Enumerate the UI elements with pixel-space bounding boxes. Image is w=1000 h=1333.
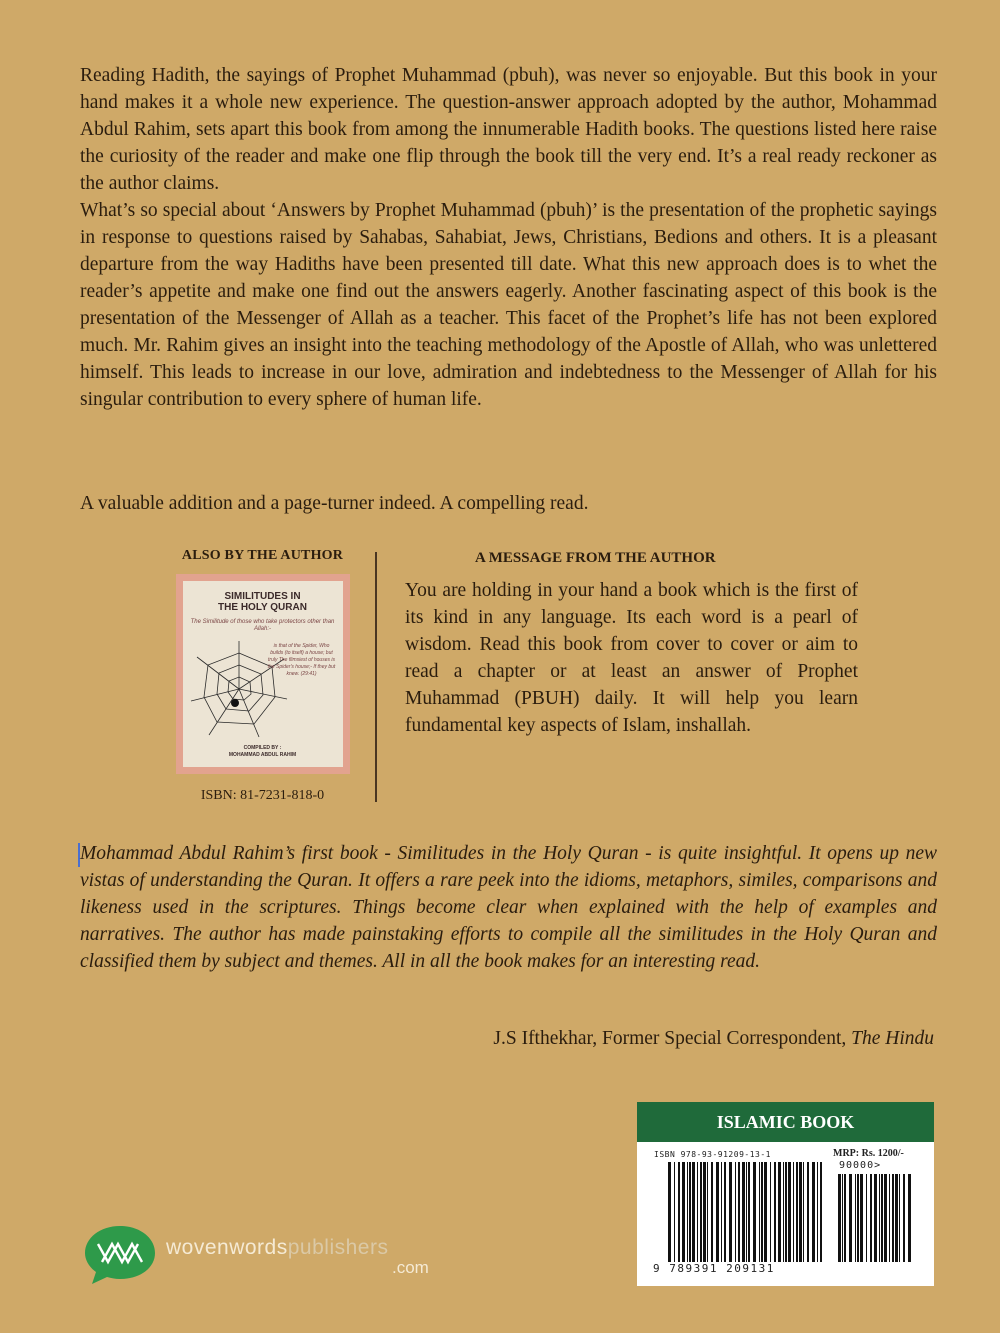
barcode-label [637,1102,934,1286]
also-by-author-section [160,548,365,804]
author-message-section [405,550,858,739]
barcode-addon-code: 90000> [839,1160,882,1171]
review-credit [493,1028,934,1050]
barcode-bars-icon [667,1162,827,1262]
cover-compiled-by [183,745,343,759]
publisher-logo [82,1222,442,1286]
barcode-mrp: MRP: Rs. 1200/- [833,1148,904,1159]
review-text: Mohammad Abdul Rahim’s first book - Similitudes in the Holy Quran - is quite insightful. It opens up new vistas of understanding the Quran. It offers a rare peek into the idioms, metaphors, similes, comparisons and likeness used in the scriptures. Things become clear when explained with the help of examples and narratives. The author has made painstaking efforts to compile all the similitudes in the Holy Quran and classified them by subject and themes. All in all the book makes for an interesting read. [80,843,937,972]
section-divider [375,552,377,802]
cover-title-line-2: THE HOLY QURAN [218,602,307,613]
cover-title [183,581,343,613]
cover-compiled-label: COMPILED BY : [243,745,282,751]
message-heading: A MESSAGE FROM THE AUTHOR [475,550,716,566]
category-label: ISLAMIC BOOK [637,1102,934,1142]
similitudes-book-cover [176,574,350,774]
barcode-isbn: ISBN 978-93-91209-13-1 [654,1150,771,1159]
message-body: You are holding in your hand a book which is the first of its kind in any language. Its each word is a pearl of wisdom. Read this book from cover to cover or aim to read a chapter or at least an answer of Prophet Muhammad (PBUH) daily. It will help you learn fundamental key aspects of Islam, inshallah. [405,580,858,736]
cover-title-line-1: SIMILITUDES IN [224,591,301,602]
cover-subtitle: The Similitude of those who take protectors other than Allah:- [190,619,335,632]
cover-quote: is that of the Spider, Who builds (to itself) a house; but truly The flimsiest of houses is the Spider's house;- If they but knew. (29:41) [267,643,336,677]
book-blurb [80,62,937,413]
barcode-number: 9 789391 209131 [653,1262,775,1275]
credit-name: J.S Ifthekhar, Former Special Correspondent, [493,1028,852,1049]
publisher-name [166,1236,388,1260]
also-by-heading: ALSO BY THE AUTHOR [181,548,344,563]
credit-publication: The Hindu [851,1028,934,1049]
blurb-paragraph-2: What’s so special about ‘Answers by Prophet Muhammad (pbuh)’ is the presentation of the prophetic sayings in response to questions raised by Sahabas, Sahabiat, Jews, Christians, Bedions and others. It is a pleasant departure from the way Hadiths have been presented till date. What this new approach does is to whet the reader’s appetite and make one find out the answers eagerly. Another fascinating aspect of this book is the presentation of the Messenger of Allah as a teacher. This facet of the Prophet’s life has not been explored much. Mr. Rahim gives an insight into the teaching methodology of the Apostle of Allah, who was unlettered himself. This leads to increase in our love, admiration and indebtedness to the Messenger of Allah for his singular contribution to every sphere of human life. [80,200,937,410]
publisher-domain: .com [392,1258,429,1277]
cover-compiled-name: MOHAMMAD ABDUL RAHIM [228,752,297,758]
woven-speech-bubble-icon [82,1222,158,1286]
blurb-closing: A valuable addition and a page-turner indeed. A compelling read. [80,493,589,514]
cover-inner [183,581,343,767]
publisher-name-faded: publishers [287,1236,389,1259]
also-by-isbn: ISBN: 81-7231-818-0 [200,788,325,803]
barcode-addon-bars-icon [837,1174,915,1262]
blurb-paragraph-1: Reading Hadith, the sayings of Prophet Muhammad (pbuh), was never so enjoyable. But this book in your hand makes it a whole new experience. The question-answer approach adopted by the author, Mohammad Abdul Rahim, sets apart this book from among the innumerable Hadith books. The questions listed here raise the curiosity of the reader and make one flip through the book till the very end. It’s a real ready reckoner as the author claims. [80,65,937,194]
publisher-name-main: wovenwords [166,1236,288,1259]
